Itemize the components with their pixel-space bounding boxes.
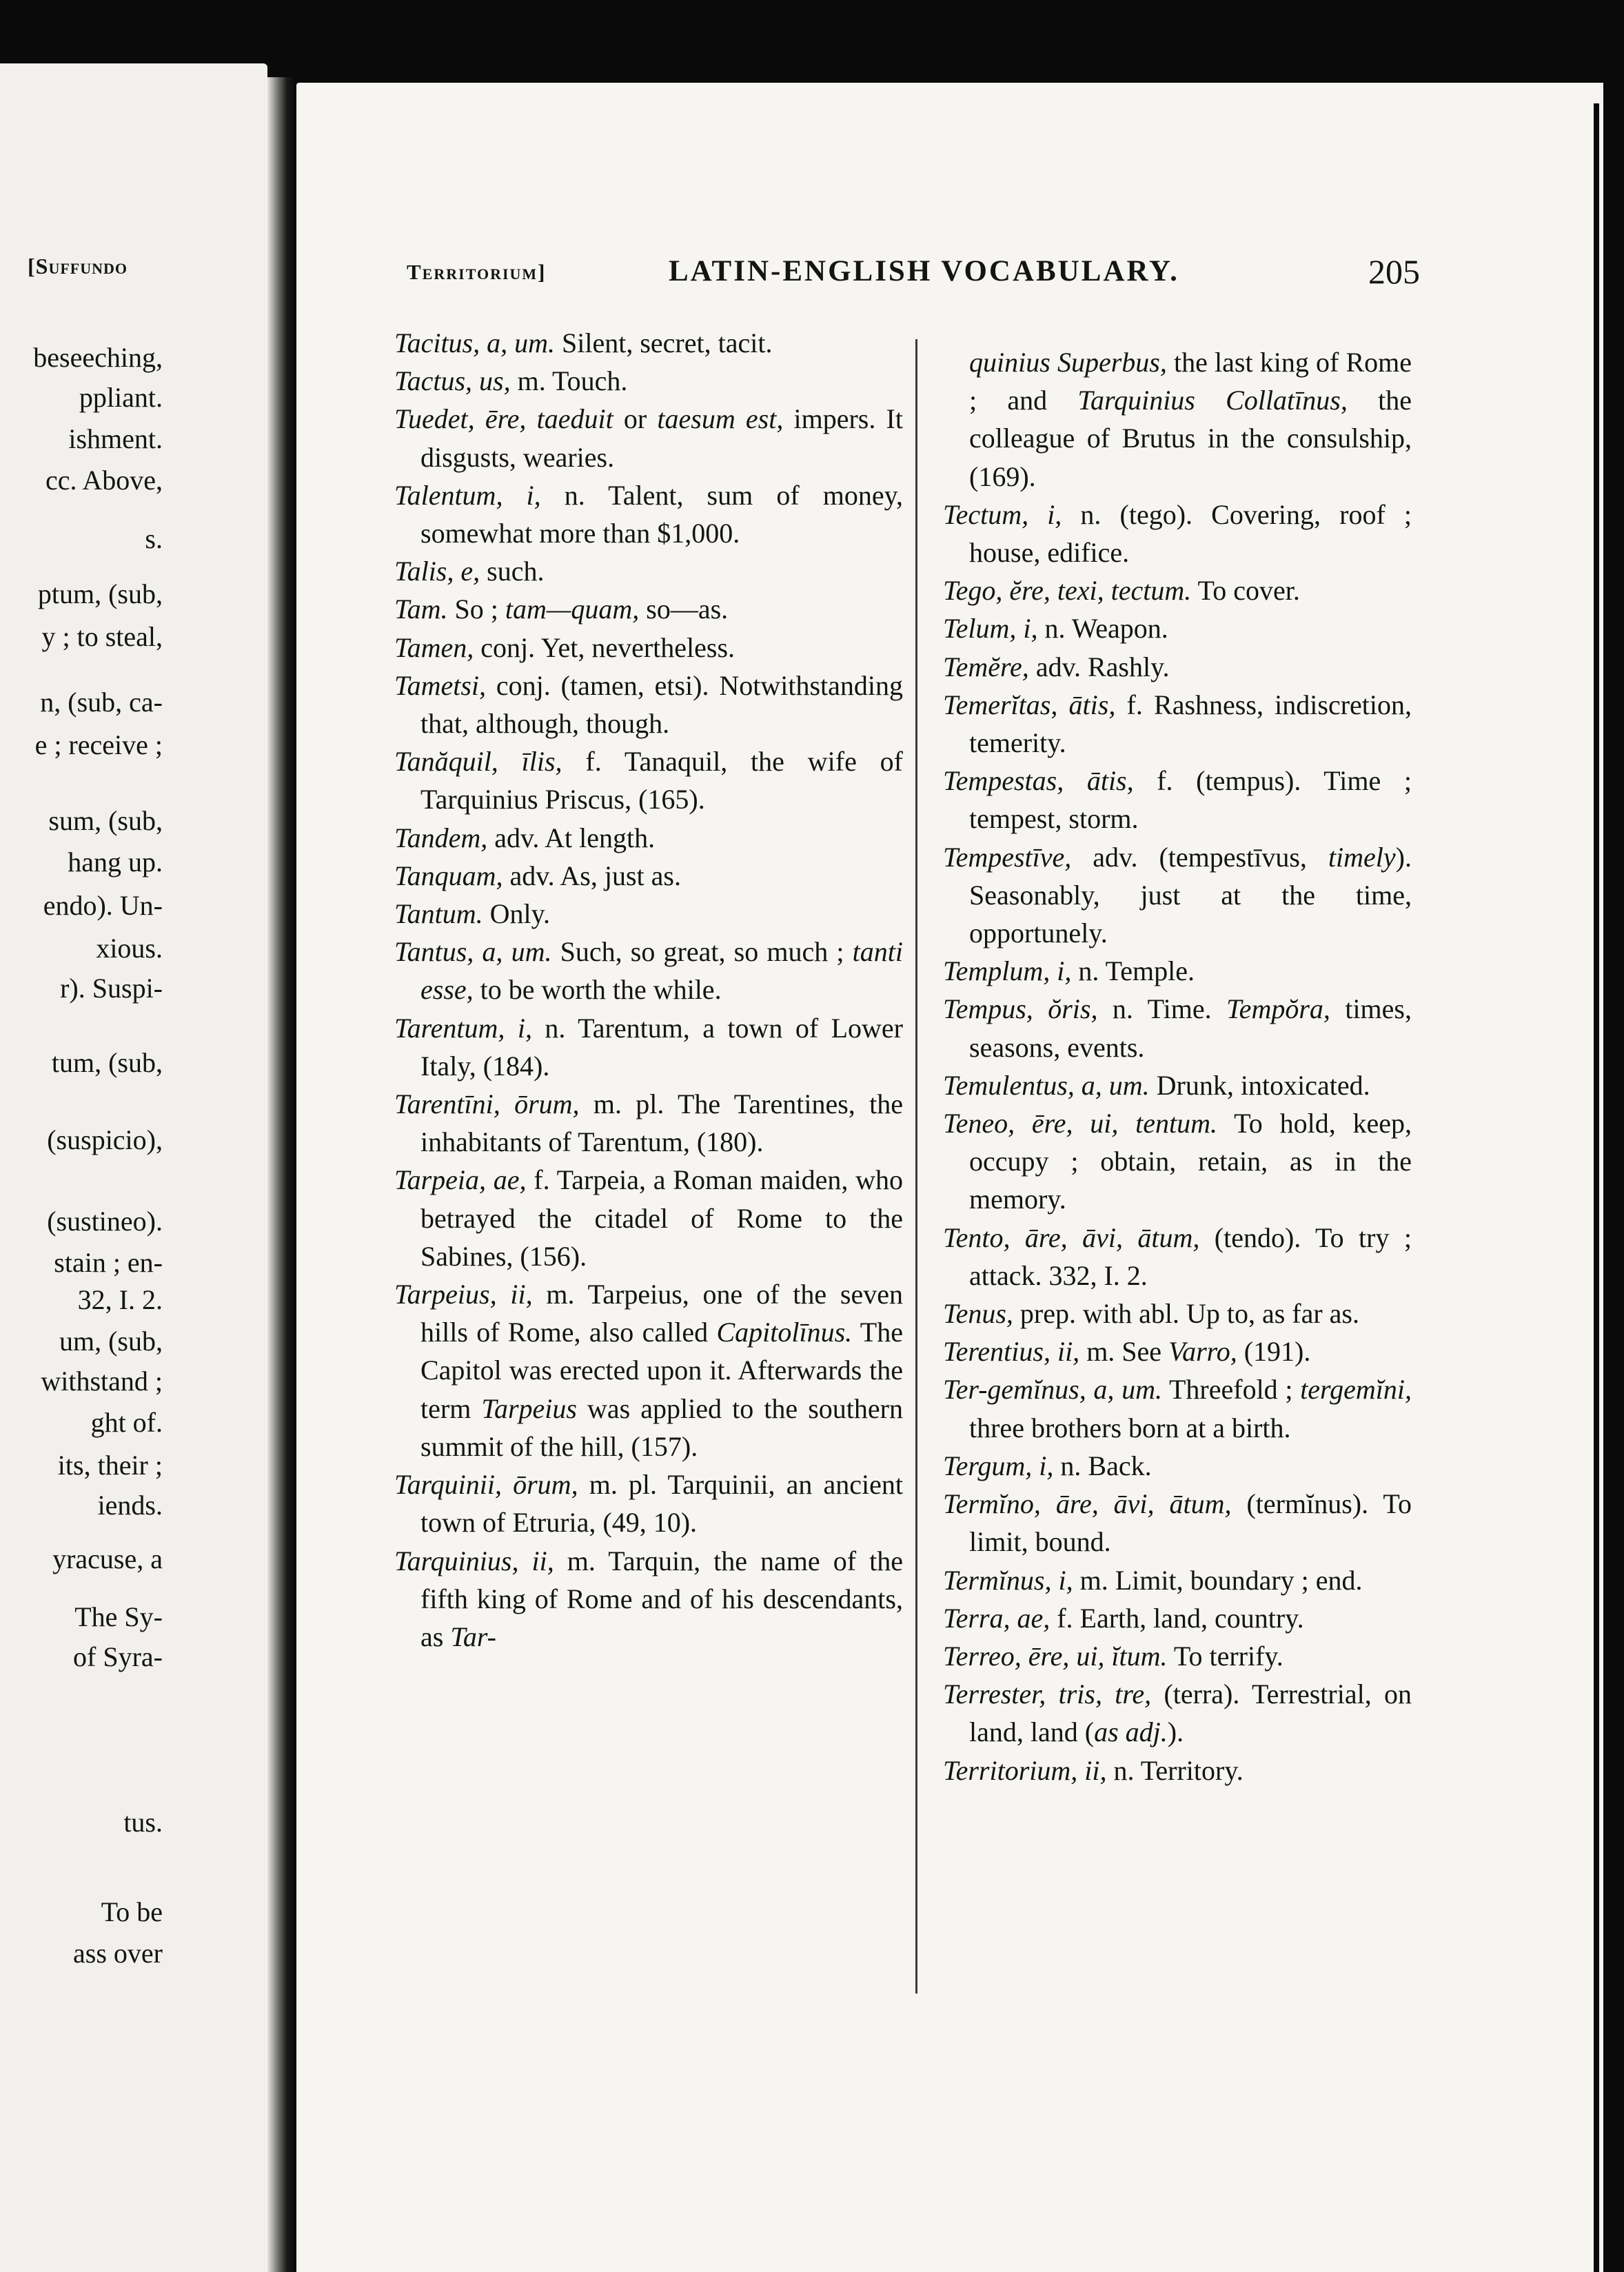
dictionary-entry <box>943 686 1412 762</box>
definition: n. Weapon. <box>1037 613 1168 645</box>
dictionary-entry <box>943 1637 1412 1675</box>
headword: Tarentīni, ōrum, <box>394 1088 580 1120</box>
headword: Tarquinius, ii, <box>394 1545 554 1576</box>
definition: To cover. <box>1191 575 1300 607</box>
dictionary-entry <box>943 571 1412 609</box>
dictionary-entry <box>394 857 903 895</box>
dictionary-entry <box>943 1752 1412 1789</box>
dictionary-entry <box>943 952 1412 990</box>
headword: Tamen, <box>394 631 474 663</box>
dictionary-entry <box>394 1465 903 1541</box>
left-page-line: ght of. <box>90 1407 163 1438</box>
headword: timely <box>1328 841 1396 873</box>
headword: Tuedet, ēre, taeduit <box>394 403 613 435</box>
headword: Tarquinii, ōrum, <box>394 1469 578 1501</box>
headword: Tactus, us, <box>394 365 511 397</box>
headword: Tar- <box>450 1621 496 1652</box>
definition: prep. with abl. Up to, as far as. <box>1013 1298 1359 1330</box>
definition: times, seasons, events. <box>969 993 1412 1063</box>
dictionary-entry <box>943 762 1412 838</box>
dictionary-entry <box>394 667 903 742</box>
definition: To terrify. <box>1167 1640 1283 1672</box>
dictionary-entry <box>943 1370 1412 1446</box>
headword: Teneo, ēre, ui, tentum. <box>943 1108 1218 1139</box>
left-page-line: xious. <box>96 933 163 964</box>
vocabulary-column-1 <box>394 324 903 1656</box>
headword: Tergum, i, <box>943 1450 1054 1481</box>
headword: Tenus, <box>943 1298 1013 1330</box>
headword: Tandem, <box>394 822 488 853</box>
dictionary-entry <box>943 1332 1412 1370</box>
definition: The Capitol was erected upon it. Afterwards the term <box>420 1317 903 1424</box>
definition: ). <box>1167 1716 1184 1748</box>
vocabulary-column-2 <box>943 343 1412 1789</box>
definition: adv. (tempestīvus, <box>1071 841 1328 873</box>
dictionary-entry <box>943 496 1412 571</box>
left-page-line: its, their ; <box>57 1450 163 1481</box>
left-page-line: The Sy- <box>74 1601 163 1632</box>
headword: Tarpeius, ii, <box>394 1279 533 1310</box>
left-page-line: withstand ; <box>41 1366 163 1397</box>
definition: n. Back. <box>1053 1450 1152 1481</box>
definition: the last king of Rome ; and <box>969 347 1412 416</box>
dictionary-entry <box>943 648 1412 686</box>
left-page-line: n, (sub, ca- <box>40 687 163 718</box>
headword: Termĭnus, i, <box>943 1564 1073 1596</box>
dictionary-entry <box>394 362 903 400</box>
definition: (tendo). To try ; attack. 332, I. 2. <box>969 1221 1412 1291</box>
headword: Terrester, tris, tre, <box>943 1678 1152 1710</box>
definition: (191). <box>1237 1336 1311 1368</box>
dictionary-entry <box>943 343 1412 496</box>
definition: m. Limit, boundary ; end. <box>1073 1564 1363 1596</box>
dictionary-entry <box>394 895 903 933</box>
dictionary-entry <box>943 838 1412 953</box>
dictionary-entry <box>394 1275 903 1465</box>
headword: Tanăquil, īlis, <box>394 746 562 778</box>
definition: Only. <box>483 898 550 930</box>
definition: Such, so great, so much ; <box>551 936 853 968</box>
left-page-line: tus. <box>123 1807 163 1838</box>
definition: f. (tempus). Time ; tempest, storm. <box>969 765 1412 835</box>
left-page-line: cc. Above, <box>45 465 163 496</box>
definition: n. Territory. <box>1106 1754 1244 1786</box>
left-page-line: ass over <box>73 1938 163 1969</box>
headword: Talis, e, <box>394 556 480 587</box>
left-page-line: ppliant. <box>79 382 163 413</box>
definition: conj. Yet, nevertheless. <box>474 631 735 663</box>
dictionary-entry <box>394 742 903 818</box>
left-page-line: endo). Un- <box>43 890 163 921</box>
headword: Tarentum, i, <box>394 1012 532 1044</box>
definition: the colleague of Brutus in the consulship, (169). <box>969 385 1412 492</box>
headword: Templum, i, <box>943 955 1072 987</box>
definition: adv. At length. <box>487 822 656 853</box>
page-header <box>407 252 1420 307</box>
dictionary-entry <box>943 1447 1412 1485</box>
headword: Temulentus, a, um. <box>943 1069 1150 1101</box>
left-page-line: (suspicio), <box>47 1124 163 1155</box>
dictionary-entry <box>394 629 903 667</box>
book-gutter <box>267 77 295 2272</box>
dictionary-entry <box>943 1295 1412 1332</box>
definition: f. Tanaquil, the wife of Tarquinius Priscus, (165). <box>420 746 904 815</box>
headword: Tarpeia, ae, <box>394 1164 527 1196</box>
page-number: 205 <box>1368 252 1420 291</box>
left-page-line: um, (sub, <box>59 1326 163 1357</box>
definition: n. Tarentum, a town of Lower Italy, (184). <box>420 1012 903 1082</box>
headword: Talentum, i, <box>394 479 541 511</box>
headword: Tempŏra, <box>1226 993 1330 1025</box>
headword: Tam. <box>394 594 448 625</box>
definition: or <box>613 403 658 435</box>
headword: quinius Superbus, <box>969 347 1167 378</box>
left-page-header: [Suffundo <box>28 254 128 278</box>
dictionary-entry <box>394 933 903 1008</box>
headword: Telum, i, <box>943 613 1038 645</box>
definition: Silent, secret, tacit. <box>555 327 773 358</box>
headword: tam—quam, <box>505 594 640 625</box>
left-page-line: y ; to steal, <box>41 621 163 652</box>
dictionary-entry <box>943 1485 1412 1561</box>
dictionary-entry <box>943 609 1412 647</box>
left-page-line: (sustineo). <box>47 1206 163 1237</box>
definition: n. Time. <box>1097 993 1227 1025</box>
headword: Tento, āre, āvi, ātum, <box>943 1221 1200 1253</box>
definition: m. See <box>1079 1336 1169 1368</box>
definition: so—as. <box>639 594 729 625</box>
headword: Tacitus, a, um. <box>394 327 556 358</box>
headword: Tanquam, <box>394 860 503 891</box>
headword: Capitolīnus. <box>716 1317 853 1348</box>
definition: m. Tarpeius, one of the seven hills of Rome, also called <box>420 1279 903 1348</box>
definition: (terra). Terrestrial, on land, land ( <box>969 1678 1412 1748</box>
definition: Threefold ; <box>1162 1374 1301 1406</box>
definition: To hold, keep, occupy ; obtain, retain, as in the memory. <box>969 1108 1412 1215</box>
headword: Temĕre, <box>943 651 1029 682</box>
left-page-line: ptum, (sub, <box>37 578 163 609</box>
guide-word: Territorium] <box>407 260 547 284</box>
dictionary-entry <box>943 1104 1412 1219</box>
left-page-line: ishment. <box>68 423 163 454</box>
left-page-line: beseeching, <box>33 342 163 373</box>
definition: impers. It disgusts, wearies. <box>420 403 903 473</box>
definition: to be worth the while. <box>473 974 722 1006</box>
headword: Tempestīve, <box>943 841 1072 873</box>
definition: f. Rashness, indiscretion, temerity. <box>969 689 1412 759</box>
headword: Terra, ae, <box>943 1602 1050 1634</box>
headword: Temerĭtas, ātis, <box>943 689 1116 720</box>
definition: adv. Rashly. <box>1028 651 1170 682</box>
headword: Terentius, ii, <box>943 1336 1080 1368</box>
headword: tanti esse, <box>420 936 903 1006</box>
dictionary-entry <box>394 400 903 476</box>
definition: m. pl. Tarquinii, an ancient town of Etruria, (49, 10). <box>420 1469 903 1539</box>
dictionary-entry <box>394 590 903 628</box>
dictionary-entry <box>394 1085 903 1161</box>
definition: n. Talent, sum of money, somewhat more than $1,000. <box>420 479 903 549</box>
definition: f. Tarpeia, a Roman maiden, who betrayed the citadel of Rome to the Sabines, (156). <box>420 1164 903 1272</box>
headword: Termĭno, āre, āvi, ātum, <box>943 1488 1232 1520</box>
left-page-line: iends. <box>97 1490 163 1521</box>
dictionary-entry <box>943 1066 1412 1104</box>
column-divider <box>915 339 917 1994</box>
headword: Tarpeius <box>481 1392 577 1424</box>
dictionary-entry <box>943 1675 1412 1751</box>
dictionary-entry <box>394 1542 903 1656</box>
definition: ). Seasonably, just at the time, opportunely. <box>969 841 1412 949</box>
definition: was applied to the southern summit of the hill, (157). <box>420 1392 903 1462</box>
left-page-line: tum, (sub, <box>51 1047 163 1078</box>
dictionary-entry <box>394 324 903 362</box>
definition: n. (tego). Covering, roof ; house, edifice. <box>969 498 1412 569</box>
definition: m. pl. The Tarentines, the inhabitants of Tarentum, (180). <box>420 1088 903 1158</box>
dictionary-entry <box>943 1599 1412 1637</box>
dictionary-entry <box>394 476 903 552</box>
dictionary-entry <box>943 990 1412 1066</box>
headword: Tantum. <box>394 898 483 930</box>
left-page-line: r). Suspi- <box>60 973 163 1004</box>
left-page-line: e ; receive ; <box>34 729 163 760</box>
headword: Tarquinius Collatīnus, <box>1077 385 1348 416</box>
headword: Tantus, a, um. <box>394 936 552 968</box>
left-page-line: yracuse, a <box>52 1543 163 1574</box>
definition: such. <box>480 556 545 587</box>
left-page-line: of Syra- <box>73 1641 163 1672</box>
headword: tergemĭni, <box>1300 1374 1412 1406</box>
dictionary-entry <box>394 552 903 590</box>
definition: m. Tarquin, the name of the fifth king of Rome and of his descendants, as <box>420 1545 903 1652</box>
headword: Tego, ĕre, texi, tectum. <box>943 575 1192 607</box>
dictionary-entry <box>394 819 903 857</box>
headword: Tectum, i, <box>943 498 1062 530</box>
headword: Terreo, ēre, ui, ĭtum. <box>943 1640 1168 1672</box>
definition: three brothers born at a birth. <box>969 1412 1291 1443</box>
left-page-line: sum, (sub, <box>48 805 163 836</box>
page-edge-shadow <box>1594 103 1599 2272</box>
dictionary-entry <box>394 1009 903 1085</box>
headword: taesum est, <box>657 403 784 435</box>
definition: adv. As, just as. <box>503 860 681 891</box>
dictionary-entry <box>943 1561 1412 1599</box>
page-title: LATIN-ENGLISH VOCABULARY. <box>669 255 1179 287</box>
left-page-line: 32, I. 2. <box>77 1284 163 1315</box>
definition: n. Temple. <box>1071 955 1195 987</box>
definition: So ; <box>447 594 505 625</box>
headword: Tempus, ŏris, <box>943 993 1098 1025</box>
definition: m. Touch. <box>510 365 628 397</box>
dictionary-entry <box>943 1219 1412 1295</box>
headword: Tempestas, ātis, <box>943 765 1134 797</box>
left-page-line: stain ; en- <box>54 1247 163 1278</box>
dictionary-entry <box>394 1161 903 1275</box>
headword: Territorium, ii, <box>943 1754 1107 1786</box>
definition: Drunk, intoxicated. <box>1149 1069 1370 1101</box>
left-page-line: hang up. <box>68 846 163 878</box>
left-page-line: s. <box>145 523 163 554</box>
headword: Ter-gemĭnus, a, um. <box>943 1374 1163 1406</box>
headword: as adj. <box>1094 1716 1168 1748</box>
definition: conj. (tamen, etsi). Notwithstanding that, although, though. <box>420 669 903 740</box>
definition: f. Earth, land, country. <box>1050 1602 1304 1634</box>
left-page-line: To be <box>101 1896 163 1927</box>
headword: Varro, <box>1168 1336 1237 1368</box>
headword: Tametsi, <box>394 669 487 701</box>
definition: (termĭnus). To limit, bound. <box>969 1488 1412 1558</box>
